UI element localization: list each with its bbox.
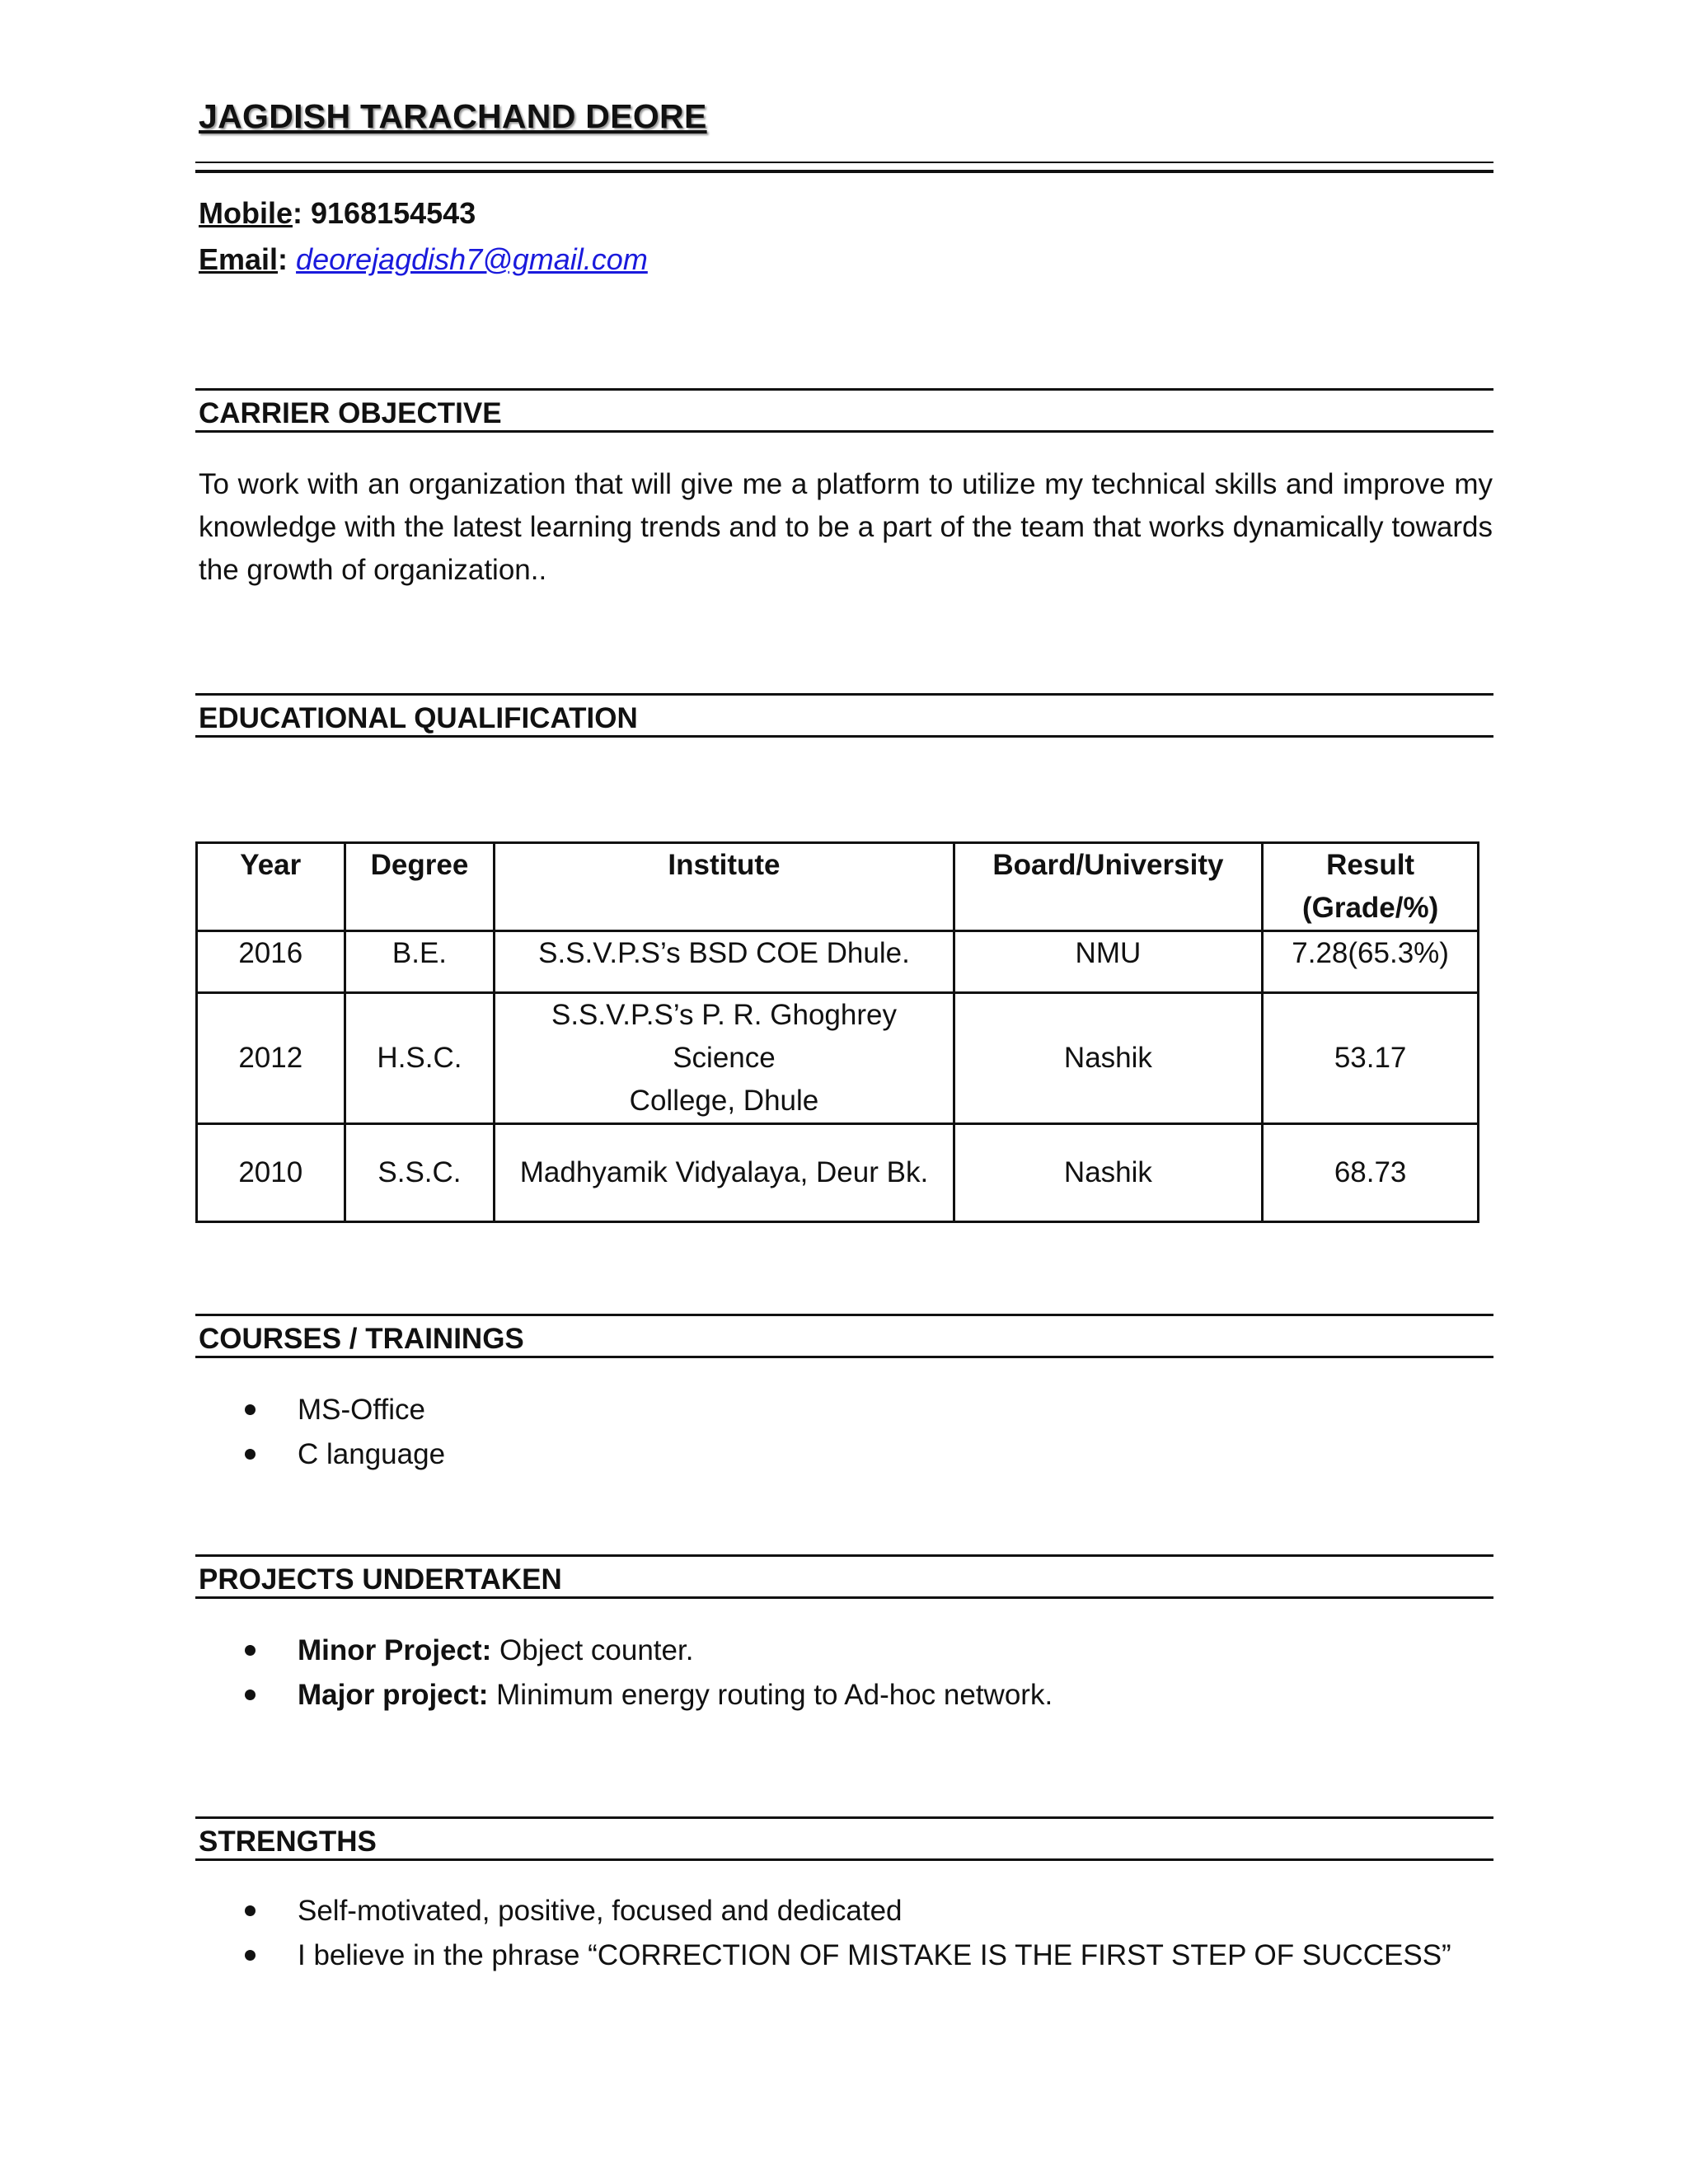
section-strengths (195, 1816, 1493, 1861)
cell-result: 53.17 (1263, 993, 1479, 1124)
mobile-line: Mobile: 9168154543 (199, 196, 476, 230)
cell-year: 2016 (197, 931, 345, 993)
cell-institute (495, 993, 954, 1124)
education-table (195, 841, 1479, 1223)
header-institute: Institute (495, 843, 954, 931)
section-objective (195, 388, 1493, 433)
header-board: Board/University (954, 843, 1263, 931)
email-line: Email: deorejagdish7@gmail.com (199, 242, 648, 276)
cell-board: Nashik (954, 993, 1263, 1124)
cell-result: 68.73 (1263, 1124, 1479, 1222)
section-education (195, 693, 1493, 738)
cell-board: NMU (954, 931, 1263, 993)
mobile-number: 9168154543 (311, 196, 476, 230)
header-divider (195, 162, 1493, 173)
cell-institute: S.S.V.P.S’s BSD COE Dhule. (495, 931, 954, 993)
table-row (197, 1124, 1479, 1222)
section-title: PROJECTS UNDERTAKEN (199, 1563, 562, 1596)
cell-degree: H.S.C. (345, 993, 495, 1124)
cell-institute: Madhyamik Vidyalaya, Deur Bk. (495, 1124, 954, 1222)
projects-list (199, 1629, 1053, 1718)
table-header-row (197, 843, 1479, 931)
cell-institute-line2: College, Dhule (629, 1085, 819, 1117)
header-degree: Degree (345, 843, 495, 931)
strengths-list (199, 1889, 1451, 1978)
courses-list (199, 1388, 445, 1477)
section-title: EDUCATIONAL QUALIFICATION (199, 702, 638, 734)
header-result-line2: (Grade/%) (1301, 892, 1439, 924)
objective-text: To work with an organization that will give me a platform to utilize my technical skills and improve my knowledge with the latest learning trends and to be a part of the team that works dynamically towards the growth of organization.. (199, 468, 1493, 586)
section-title: STRENGTHS (199, 1825, 377, 1858)
header-result-line1: Result (1326, 849, 1415, 881)
header-year: Year (197, 843, 345, 931)
cell-degree: B.E. (345, 931, 495, 993)
email-link[interactable]: deorejagdish7@gmail.com (296, 242, 648, 276)
section-courses (195, 1314, 1493, 1358)
project-label: Minor Project: (298, 1634, 492, 1666)
list-item: C language (199, 1432, 445, 1477)
cell-result: 7.28(65.3%) (1263, 931, 1479, 993)
mobile-label: Mobile (199, 196, 293, 230)
list-item: I believe in the phrase “CORRECTION OF MISTAKE IS THE FIRST STEP OF SUCCESS” (199, 1933, 1451, 1978)
list-item: Self-motivated, positive, focused and dedicated (199, 1889, 1451, 1933)
cell-year: 2010 (197, 1124, 345, 1222)
list-item: MS-Office (199, 1388, 445, 1432)
section-title: COURSES / TRAININGS (199, 1323, 524, 1355)
header-result (1263, 843, 1479, 931)
cell-board: Nashik (954, 1124, 1263, 1222)
cell-year: 2012 (197, 993, 345, 1124)
section-projects (195, 1554, 1493, 1599)
project-text: Minimum energy routing to Ad-hoc network. (488, 1679, 1053, 1711)
cell-institute-line1: S.S.V.P.S’s P. R. Ghoghrey Science (551, 999, 897, 1074)
project-text: Object counter. (491, 1634, 694, 1666)
list-item (199, 1629, 1053, 1673)
list-item (199, 1673, 1053, 1718)
cell-degree: S.S.C. (345, 1124, 495, 1222)
table-row (197, 993, 1479, 1124)
candidate-name: JAGDISH TARACHAND DEORE (199, 97, 707, 135)
project-label: Major project: (298, 1679, 489, 1711)
table-row (197, 931, 1479, 993)
section-title: CARRIER OBJECTIVE (199, 397, 502, 429)
email-label: Email (199, 242, 279, 276)
